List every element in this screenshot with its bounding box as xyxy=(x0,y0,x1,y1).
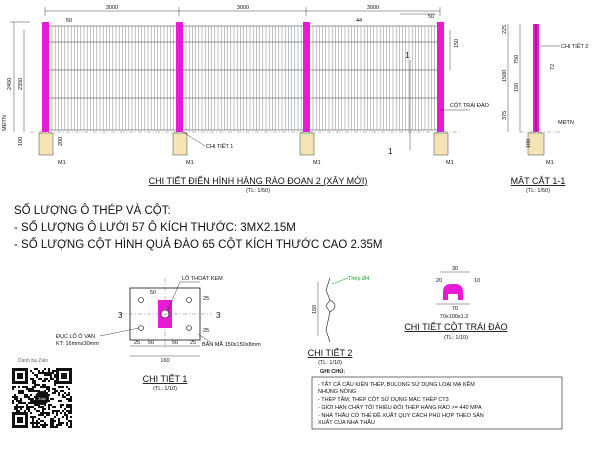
post-marker-1: M1 xyxy=(58,160,66,166)
dim-top-3: 3000 xyxy=(366,5,380,11)
note-item-4: - GIỚI HẠN CHẢY TỐI THIỂU ĐỐI THÉP HÀNG RÀO >= 440 MPA xyxy=(318,405,482,411)
dim-2450: 2450 xyxy=(7,77,13,90)
post-2 xyxy=(176,22,183,132)
post-profile-shape xyxy=(443,284,463,300)
section-1-1 xyxy=(502,24,588,194)
dim-100-sec: 100 xyxy=(526,138,532,148)
quantity-notes xyxy=(14,203,382,251)
dim-44: 44 xyxy=(356,18,363,24)
note-item-6: XUẤT CỦA NHÀ THẦU xyxy=(318,420,375,426)
footing-1 xyxy=(39,133,53,155)
elevation-title: CHI TIẾT ĐIỂN HÌNH HÀNG RÀO ĐOẠN 2 (XÂY MỚI) xyxy=(148,176,368,186)
dim-150-right: 150 xyxy=(454,38,460,48)
zalo-label: Zalo xyxy=(38,396,46,401)
post-callout-label: CỘT TRÁI ĐÀO xyxy=(450,103,489,109)
section-title: MẶT CẮT 1-1 xyxy=(510,176,566,186)
section-callout-1: 1 xyxy=(405,51,410,60)
note-item-5: - NHÀ THẦU CÓ THỂ ĐỀ XUẤT QUY CÁCH PHÙ HỢP THEO SẢN xyxy=(318,413,484,419)
dim-bottom-4: 25 xyxy=(190,340,197,346)
base-plate-label: BẢN MÃ 150x150x8mm xyxy=(202,342,261,348)
mesh-panels xyxy=(49,26,437,130)
section-marker: M1 xyxy=(546,160,554,166)
dim-side-b: 25 xyxy=(203,328,210,334)
ground-level-label-left: MĐTN xyxy=(2,115,8,131)
notes-heading: GHI CHÚ: xyxy=(320,369,346,375)
dim-bottom-2: 50 xyxy=(148,340,155,346)
dim-20: 20 xyxy=(436,278,443,284)
note-item-2: NHÚNG NÓNG xyxy=(318,389,357,395)
fence-elevation xyxy=(2,5,490,194)
post-4 xyxy=(437,22,444,132)
detail1-title: CHI TIẾT 1 xyxy=(142,374,188,384)
bolt-hole-tr xyxy=(187,298,192,303)
dim-225: 225 xyxy=(502,24,508,34)
dim-total-160: 160 xyxy=(160,358,170,364)
quantity-line-mesh: - SỐ LƯỢNG Ô LƯỚI 57 Ô KÍCH THƯỚC: 3MX2.15M xyxy=(14,222,296,234)
drain-hole-label: LỖ THOÁT KEM xyxy=(182,276,223,282)
quantity-heading: SỐ LƯỢNG Ô THÉP VÀ CỘT: xyxy=(14,205,171,217)
mesh-wire-profile xyxy=(326,278,330,342)
note-item-3: - THÉP TẤM, THÉP CỘT SỬ DỤNG MÁC THÉP CT3 xyxy=(318,397,449,403)
footing-4 xyxy=(434,133,448,155)
dim-50-d1: 50 xyxy=(150,290,157,296)
post-marker-2: M1 xyxy=(186,160,194,166)
dim-50-right: 50 xyxy=(428,14,435,20)
dim-100: 100 xyxy=(18,136,24,146)
section-mark-right: 3 xyxy=(216,311,221,320)
dim-1500: 1500 xyxy=(502,69,508,82)
post-profile-scale: (TL: 1/10) xyxy=(444,335,468,341)
dim-50-left: 50 xyxy=(66,18,73,24)
qr-code[interactable] xyxy=(10,366,74,430)
post-profile-title: CHI TIẾT CỘT TRÁI ĐÀO xyxy=(404,322,508,332)
dim-200: 200 xyxy=(58,136,64,146)
steel-wire-label: Thép Ø4 xyxy=(348,276,370,282)
dim-bottom-1: 25 xyxy=(134,340,141,346)
detail2-scale: (TL: 1/10) xyxy=(318,360,342,366)
dim-side-a: 25 xyxy=(203,296,210,302)
dim-top-2: 3000 xyxy=(236,5,250,11)
dim-375: 375 xyxy=(502,110,508,120)
general-notes xyxy=(312,368,562,429)
ground-level-label-right: MĐTN xyxy=(558,120,574,126)
dim-750: 750 xyxy=(514,54,520,64)
detail2-title: CHI TIẾT 2 xyxy=(307,348,353,358)
bolt-hole-tl xyxy=(139,298,144,303)
bolt-hole-bl xyxy=(139,326,144,331)
dim-2350: 2350 xyxy=(18,77,24,90)
footing-2 xyxy=(173,133,187,155)
dim-72: 72 xyxy=(550,63,556,70)
dim-150-sec: 150 xyxy=(514,82,520,92)
dim-top-1: 3000 xyxy=(105,5,119,11)
footing-3 xyxy=(300,133,314,155)
section-scale: (TL: 1/50) xyxy=(526,188,550,194)
section-mark-left: 3 xyxy=(118,311,123,320)
bolt-hole-br xyxy=(187,326,192,331)
detail1-scale: (TL: 1/10) xyxy=(153,386,177,392)
dim-150-d2: 150 xyxy=(312,304,318,314)
detail2-callout-label: CHI TIẾT 2 xyxy=(561,44,589,50)
detail1-callout-label: CHI TIẾT 1 xyxy=(206,144,234,150)
dim-30: 30 xyxy=(452,266,459,272)
dim-70: 70 xyxy=(452,306,459,312)
bolt-label-2: KT: 16mmx30mm xyxy=(56,341,99,347)
dim-10: 10 xyxy=(474,278,481,284)
section-callout-1-bottom: 1 xyxy=(388,147,393,156)
post-marker-4: M1 xyxy=(446,160,454,166)
post-1 xyxy=(42,22,49,132)
post-marker-3: M1 xyxy=(313,160,321,166)
elevation-scale: (TL: 1/50) xyxy=(246,188,270,194)
detail-post-profile xyxy=(404,266,507,341)
detail-2 xyxy=(308,276,370,366)
detail-1 xyxy=(56,275,261,392)
note-item-1: - TẤT CẢ CẤU KIỆN THÉP, BULONG SỬ DỤNG LOẠI MẠ KẼM xyxy=(318,382,475,388)
bolt-label-1: ĐỤC LỖ Ô VAN xyxy=(56,334,96,340)
qr-caption: Danh bạ Zalo xyxy=(18,358,49,364)
profile-size-label: 70x100x1.2 xyxy=(439,314,469,320)
dim-bottom-3: 50 xyxy=(172,340,179,346)
quantity-line-posts: - SỐ LƯỢNG CỘT HÌNH QUẢ ĐÀO 65 CỘT KÍCH THƯỚC CAO 2.35M xyxy=(14,239,383,251)
post-3 xyxy=(303,22,310,132)
